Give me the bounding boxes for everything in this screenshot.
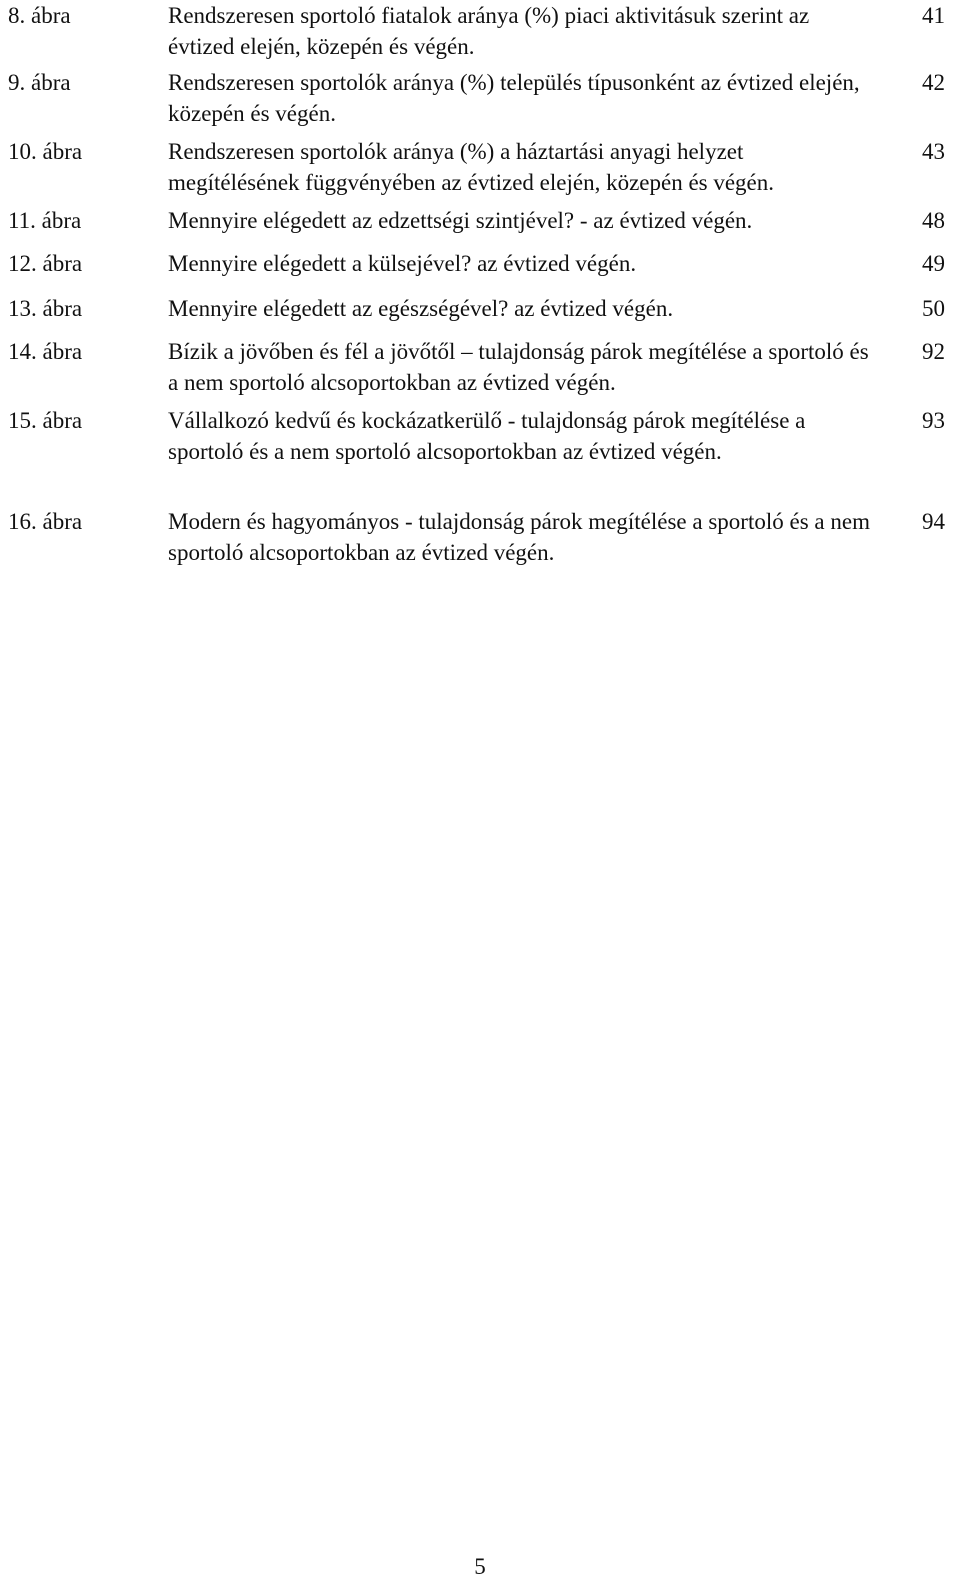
- figure-title: Mennyire elégedett az edzettségi szintjével? - az évtized végén.: [168, 208, 753, 233]
- figure-page: 43: [922, 139, 945, 164]
- list-item: [0, 136, 960, 198]
- figure-label: 16. ábra: [8, 509, 83, 534]
- list-item: [0, 248, 960, 279]
- figure-label: 10. ábra: [8, 139, 83, 164]
- figure-label: 9. ábra: [8, 70, 71, 95]
- list-item: [0, 405, 960, 498]
- figure-page: 94: [922, 509, 945, 534]
- list-item: [0, 506, 960, 568]
- figure-title: Bízik a jövőben és fél a jövőtől – tulajdonság párok megítélése a sportoló és a nem sportoló alcsoportokban az évtized végén.: [168, 339, 869, 395]
- figure-title: Rendszeresen sportolók aránya (%) a háztartási anyagi helyzet megítélésének függvényében az évtized elején, közepén és végén.: [168, 139, 775, 195]
- figure-page: 41: [922, 3, 945, 28]
- list-item: [0, 336, 960, 398]
- figure-title: Mennyire elégedett az egészségével? az évtized végén.: [168, 296, 674, 321]
- figure-label: 13. ábra: [8, 296, 83, 321]
- figure-page: 42: [922, 70, 945, 95]
- figure-label: 14. ábra: [8, 339, 83, 364]
- figure-label: 12. ábra: [8, 251, 83, 276]
- figure-page: 48: [922, 208, 945, 233]
- figure-label: 15. ábra: [8, 408, 83, 433]
- list-item: [0, 205, 960, 236]
- figure-page: 50: [922, 296, 945, 321]
- list-item: [0, 67, 960, 129]
- figure-label: 11. ábra: [8, 208, 82, 233]
- figure-title: Modern és hagyományos - tulajdonság párok megítélése a sportoló és a nem sportoló alcsoportokban az évtized végén.: [168, 509, 870, 565]
- list-item: [0, 0, 960, 62]
- page-number: 5: [474, 1554, 486, 1579]
- figure-title: Mennyire elégedett a külsejével? az évtized végén.: [168, 251, 637, 276]
- figure-title: Vállalkozó kedvű és kockázatkerülő - tulajdonság párok megítélése a sportoló és a nem sportoló alcsoportokban az évtized végén.: [168, 408, 806, 464]
- figure-page: 93: [922, 408, 945, 433]
- figure-page: 92: [922, 339, 945, 364]
- figure-title: Rendszeresen sportoló fiatalok aránya (%) piaci aktivitásuk szerint az évtized elején, közepén és végén.: [168, 3, 810, 59]
- figure-label: 8. ábra: [8, 3, 71, 28]
- figure-title: Rendszeresen sportolók aránya (%) település típusonként az évtized elején, közepén és végén.: [168, 70, 860, 126]
- figure-page: 49: [922, 251, 945, 276]
- list-item: [0, 293, 960, 324]
